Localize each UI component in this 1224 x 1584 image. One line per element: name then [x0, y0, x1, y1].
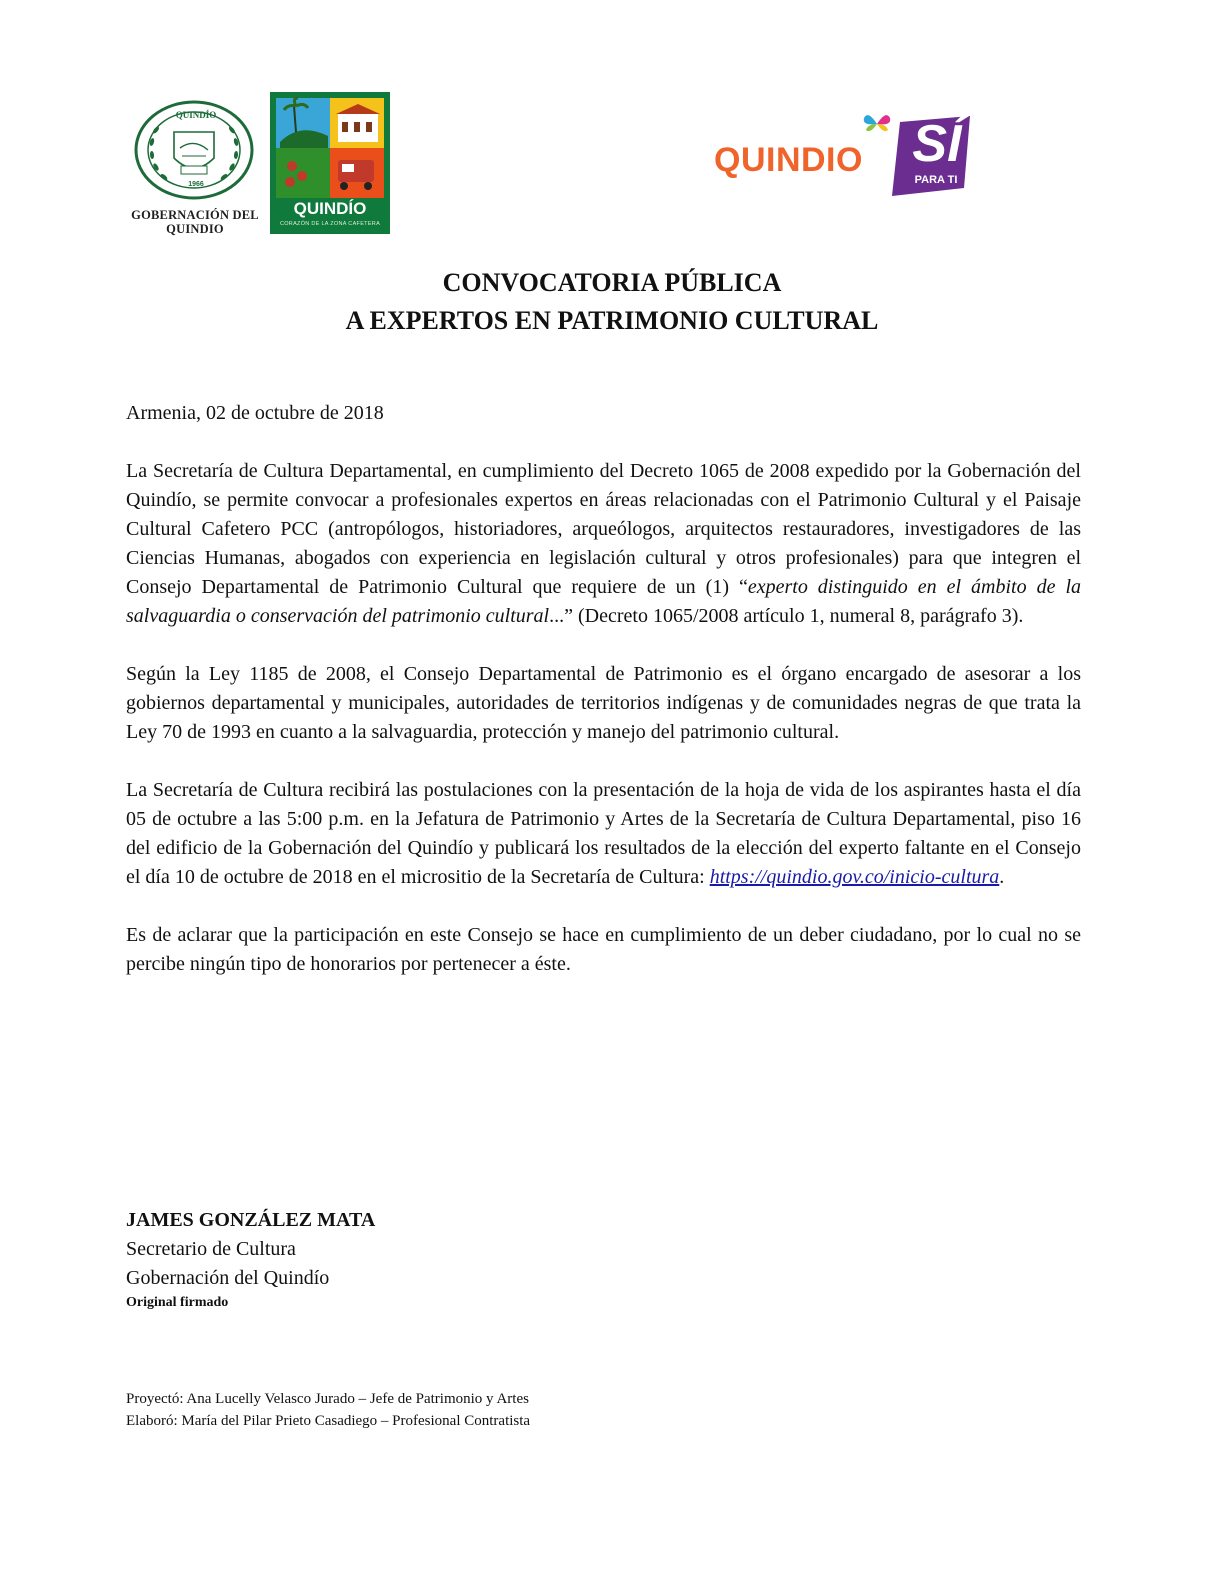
- seal-year: 1966: [188, 181, 204, 188]
- document-date: Armenia, 02 de octubre de 2018: [126, 402, 384, 424]
- campaign-para-ti: PARA TI: [914, 174, 958, 186]
- paragraph-ley-1185: Según la Ley 1185 de 2008, el Consejo Departamental de Patrimonio es el órgano encargado de asesorar a los gobiernos departamental y municipales, autoridades de territorios indígenas y de comunidades negras de que trata la Ley 70 de 1993 en cuanto a la salvaguardia, protección y manejo del patrimonio cultural.: [126, 663, 1081, 743]
- footer-elaboro: Elaboró: María del Pilar Prieto Casadiego – Profesional Contratista: [126, 1413, 531, 1429]
- paragraph-aclaracion: Es de aclarar que la participación en este Consejo se hace en cumplimiento de un deber ciudadano, por lo cual no se percibe ningún tipo de honorarios por pertenecer a éste.: [126, 924, 1081, 975]
- butterfly-icon: [862, 110, 892, 136]
- signature-block: [126, 1206, 726, 1313]
- microsite-link[interactable]: https://quindio.gov.co/inicio-cultura: [709, 866, 1000, 888]
- paragraph-convocatoria: [126, 457, 1081, 631]
- title-line1: CONVOCATORIA PÚBLICA: [442, 268, 782, 297]
- campaign-si: SÍ: [912, 115, 962, 173]
- paragraph-1-quote: experto distinguido en el ámbito de la salvaguardia o conservación del patrimonio cultural: [126, 576, 1082, 627]
- signature-note: Original firmado: [126, 1295, 229, 1310]
- seal-ring-text: QUINDÍO: [175, 110, 217, 120]
- quindio-coffee-logo: [270, 92, 390, 234]
- signer-role: Secretario de Cultura: [126, 1238, 296, 1260]
- coffee-logo-tagline: CORAZÓN DE LA ZONA CAFETERA: [279, 221, 381, 227]
- document-footer: [126, 1388, 826, 1432]
- seal-caption-line2: QUINDIO: [166, 222, 224, 236]
- paragraph-3-end: .: [999, 866, 1005, 888]
- document-body: [126, 399, 1081, 1008]
- paragraph-1-text: La Secretaría de Cultura Departamental, en cumplimiento del Decreto 1065 de 2008 expedido por la Gobernación del Quindío, se permite convocar a profesionales expertos en áreas relacionadas con el Patrimonio Cultural y el Paisaje Cultural Cafetero PCC (antropólogos, historiadores, arqueólogos, arquitectos restauradores, investigadores de las Ciencias Humanas, abogados con experiencia en legislación cultural y otros profesionales) para que integren el Consejo Departamental de Patrimonio Cultural que requiere de un (1) “: [126, 460, 1081, 598]
- gobernacion-seal-logo: [124, 98, 266, 240]
- seal-caption: [124, 208, 266, 236]
- signer-name: JAMES GONZÁLEZ MATA: [126, 1209, 376, 1231]
- campaign-word: QUINDIO: [714, 141, 863, 179]
- paragraph-1-end: ...” (Decreto 1065/2008 artículo 1, numeral 8, parágrafo 3).: [549, 605, 1024, 627]
- paragraph-postulaciones: [126, 776, 1081, 892]
- title-line2: A EXPERTOS EN PATRIMONIO CULTURAL: [345, 306, 879, 335]
- document-title: [0, 264, 1224, 340]
- footer-proyecto: Proyectó: Ana Lucelly Velasco Jurado – Jefe de Patrimonio y Artes: [126, 1391, 529, 1407]
- signer-org: Gobernación del Quindío: [126, 1267, 330, 1289]
- paragraph-3-text: La Secretaría de Cultura recibirá las postulaciones con la presentación de la hoja de vida de los aspirantes hasta el día 05 de octubre a las 5:00 p.m. en la Jefatura de Patrimonio y Artes de la Secretaría de Cultura Departamental, piso 16 del edificio de la Gobernación del Quindío y publicará los resultados de la elección del experto faltante en el Consejo el día 10 de octubre de 2018 en el micrositio de la Secretaría de Cultura:: [126, 779, 1081, 888]
- quindio-si-para-ti-logo: [714, 106, 984, 202]
- seal-caption-line1: GOBERNACIÓN DEL: [131, 208, 259, 222]
- coffee-logo-brand: QUINDÍO: [293, 199, 367, 218]
